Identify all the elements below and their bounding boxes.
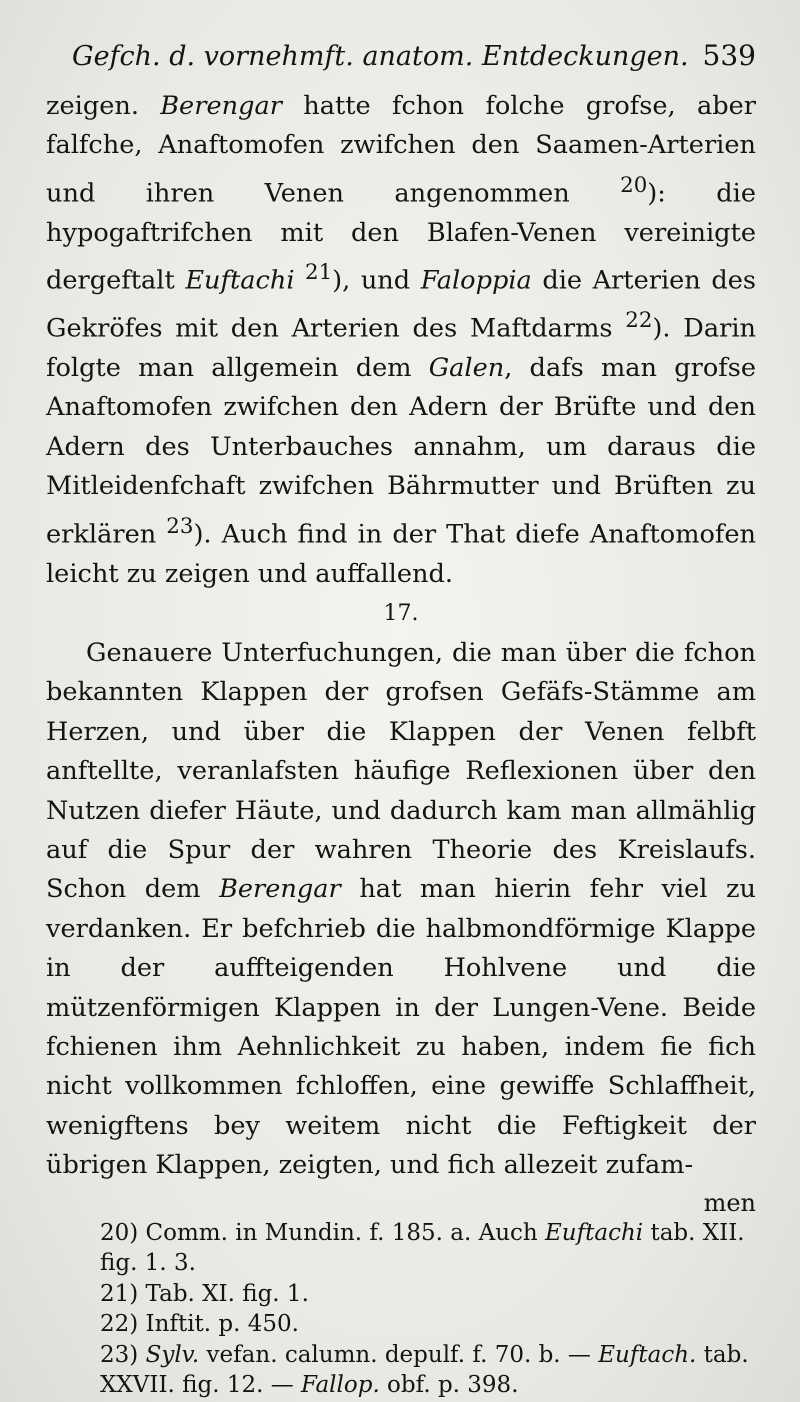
paragraph [46, 634, 756, 1186]
text-run: 21) Tab. XI. fig. 1. [100, 1280, 309, 1307]
text-run: , dafs man grofse Anaftomofen zwifchen den Adern der Brüfte und den Adern des Unterbauches annahm, um daraus die Mitleidenfchaft zwifchen Bährmutter und Brüften zu erklären [46, 353, 756, 550]
section-number: 17. [383, 601, 419, 626]
text-run: 23) [100, 1341, 146, 1368]
footnote-ref: 21 [305, 260, 333, 286]
running-title: Gefch. d. vornehmft. anatom. Entdeckungen. [72, 41, 689, 72]
text-run: ), und [332, 265, 421, 296]
paragraph [46, 87, 756, 594]
italic-name: Euftach. [598, 1341, 697, 1368]
page-header [46, 30, 756, 83]
text-run: zeigen. [46, 91, 161, 121]
text-run: ): die hypogaftrifchen mit den Blafen-Venen vereinigte dergeftalt [46, 178, 756, 296]
text-run: tab. XXVII. fig. 12. — [100, 1341, 749, 1399]
text-run: obf. p. 398. [379, 1372, 519, 1399]
footnote [100, 1309, 756, 1340]
text-run: die Arterien des Gekröfes mit den Arterien des Maftdarms [46, 265, 756, 344]
text-run: hat man hierin fehr viel zu verdanken. Er befchrieb die halbmondförmige Klappe in der auffteigenden Hohlvene und die mützenförmigen Klappen in der Lungen-Vene. Beide fchienen ihm Aehnlichkeit zu haben, indem fie fich nicht vollkommen fchloffen, eine gewiffe Schlaffheit, wenigftens bey weitem nicht die Feftigkeit der übrigen Klappen, zeigten, und fich allezeit zufam- [46, 874, 756, 1181]
italic-name: Berengar [160, 91, 282, 121]
text-run: vefan. calumn. depulf. f. 70. b. — [199, 1341, 599, 1368]
footnotes [46, 1218, 756, 1401]
text-run: hatte fchon folche grofse, aber falfche, Anaftomofen zwifchen den Saamen-Arterien und ihren Venen angenommen [46, 91, 756, 209]
italic-name: Galen [428, 353, 505, 384]
text-run: 20) Comm. in Mundin. f. 185. a. Auch [100, 1219, 546, 1246]
text-run: Genauere Unterfuchungen, die man über die fchon bekannten Klappen der grofsen Gefäfs-Stämme am Herzen, und über die Klappen der Venen felbft anftellte, veranlafsten häufige Reflexionen über den Nutzen diefer Häute, und dadurch kam man allmählig auf die Spur der wahren Theorie des Kreislaufs. Schon dem [46, 638, 756, 905]
italic-name: Euftachi [545, 1219, 644, 1246]
italic-name: Euftachi [185, 265, 295, 296]
italic-name: Berengar [219, 874, 341, 905]
footnote-ref: 23 [166, 513, 194, 539]
main-text [46, 87, 756, 1216]
text-run [295, 266, 306, 296]
catchword: men [703, 1188, 756, 1217]
italic-name: Fallop. [301, 1372, 380, 1399]
text-run: ). Darin folgte man allgemein dem [46, 313, 756, 384]
italic-name: Faloppia [420, 265, 532, 296]
footnote [100, 1340, 756, 1401]
footnote-ref: 20 [620, 172, 648, 198]
text-run: 22) Inftit. p. 450. [100, 1311, 299, 1338]
italic-name: Sylv. [145, 1341, 200, 1368]
footnote [100, 1218, 756, 1279]
footnote-ref: 22 [625, 308, 653, 334]
footnote [100, 1279, 756, 1310]
text-run: tab. XII. fig. 1. 3. [100, 1219, 745, 1277]
page-number: 539 [702, 39, 756, 72]
text-run: ). Auch find in der That diefe Anaftomofen leicht zu zeigen und auffallend. [46, 519, 756, 589]
